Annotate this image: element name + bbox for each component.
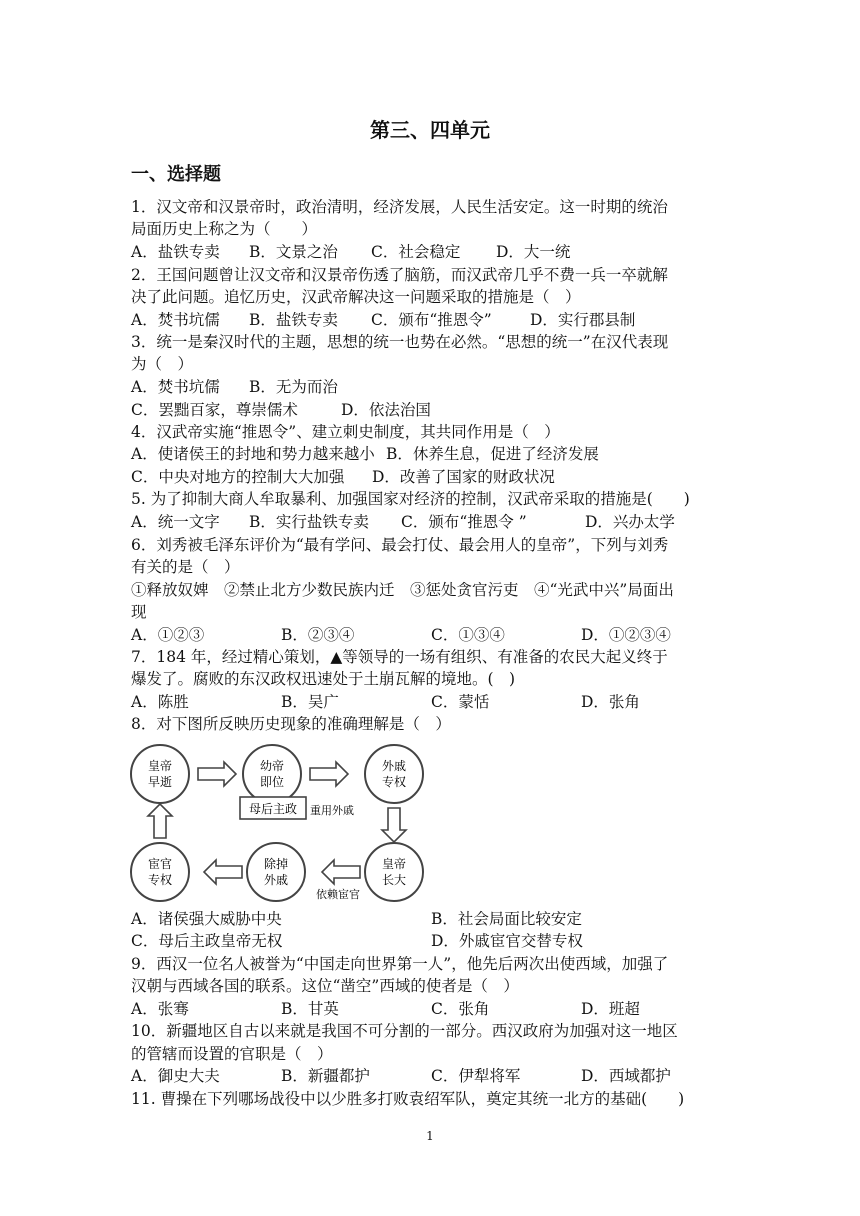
arrow-left-1 [322,860,360,884]
label-rely-on-eunuchs: 依赖宦官 [316,888,360,901]
page-number: 1 [426,1129,434,1143]
node-consort-power [365,745,423,803]
page-title: 第三、四单元 [370,118,490,142]
svg-text:外戚: 外戚 [263,873,289,887]
q5-option-c: C．颁布“推恩令 ” [401,513,527,531]
svg-text:早逝: 早逝 [147,775,173,789]
q6-option-d: D．①②③④ [581,626,671,644]
q4-option-d: D．改善了国家的财政状况 [372,468,555,486]
q10-stem-line2: 的管辖而设置的官职是（ ） [131,1045,333,1063]
q8-option-a: A．诸侯强大威胁中央 [131,910,282,928]
node-eunuch-power [131,843,189,901]
q5-stem-line1: 5. 为了抑制大商人牟取暴利、加强国家对经济的控制，汉武帝采取的措施是( ) [131,490,690,508]
q3-option-b: B．无为而治 [249,378,338,396]
q1-option-a: A．盐铁专卖 [131,243,220,261]
section-heading: 一、选择题 [131,164,221,185]
q5-option-a: A．统一文字 [131,513,220,531]
q7-option-b: B．吴广 [281,693,339,711]
node-young-emperor [243,745,301,803]
q4-option-c: C．中央对地方的控制大大加强 [131,468,345,486]
q7-stem-line2: 爆发了。腐败的东汉政权迅速处于土崩瓦解的境地。( ) [131,670,516,688]
q11-stem-line1: 11. 曹操在下列哪场战役中以少胜多打败袁绍军队，奠定其统一北方的基础( ) [131,1090,685,1108]
q3-option-c: C．罢黜百家，尊崇儒术 [131,401,298,419]
q9-option-a: A．张骞 [131,1000,189,1018]
history-cycle-diagram [124,738,444,904]
q2-stem-line2: 决了此问题。追忆历史，汉武帝解决这一问题采取的措施是（ ） [131,288,581,306]
svg-text:即位: 即位 [259,775,285,789]
q1-stem-line1: 1．汉文帝和汉景帝时，政治清明，经济发展，人民生活安定。这一时期的统治 [131,198,668,216]
q7-option-d: D．张角 [581,693,640,711]
svg-text:皇帝: 皇帝 [147,759,173,773]
q2-option-c: C．颁布“推恩令” [371,311,492,329]
q2-stem-line1: 2．王国问题曾让汉文帝和汉景帝伤透了脑筋，而汉武帝几乎不费一兵一卒就解 [131,266,668,284]
q4-option-a: A．使诸侯王的封地和势力越来越小 [131,445,375,463]
q9-stem-line1: 9．西汉一位名人被誉为“中国走向世界第一人”，他先后两次出使西域，加强了 [131,955,669,973]
arrow-left-2 [204,860,242,884]
svg-text:宦官: 宦官 [147,857,173,871]
arrow-down [382,808,406,842]
svg-text:外戚: 外戚 [381,759,407,773]
q3-stem-line1: 3．统一是秦汉时代的主题，思想的统一也势在必然。“思想的统一”在汉代表现 [131,333,669,351]
q10-option-b: B．新疆都护 [281,1067,370,1085]
q2-option-b: B．盐铁专卖 [249,311,338,329]
q1-stem-line2: 局面历史上称之为（ ） [131,220,318,238]
box-empress-dowager [240,797,306,819]
node-emperor-dies-early [131,745,189,803]
q2-option-d: D．实行郡县制 [530,311,636,329]
q1-option-b: B．文景之治 [249,243,338,261]
q8-stem-line1: 8．对下图所反映历史现象的准确理解是（ ） [131,715,451,733]
q9-option-d: D．班超 [581,1000,640,1018]
q4-stem-line1: 4．汉武帝实施“推恩令”、建立刺史制度，其共同作用是（ ） [131,423,560,441]
q6-option-a: A．①②③ [131,626,205,644]
q3-stem-line2: 为（ ） [131,355,194,373]
q1-option-c: C．社会稳定 [371,243,461,261]
q6-stem-line4: 现 [131,603,147,621]
q10-option-c: C．伊犁将军 [431,1067,521,1085]
q9-stem-line2: 汉朝与西域各国的联系。这位“凿空”西域的使者是（ ） [131,977,519,995]
q5-option-d: D．兴办太学 [585,513,675,531]
svg-text:除掉: 除掉 [263,857,289,871]
q7-option-a: A．陈胜 [131,693,189,711]
svg-text:专权: 专权 [381,775,407,789]
q6-option-c: C．①③④ [431,626,505,644]
svg-text:皇帝: 皇帝 [381,857,407,871]
q8-option-b: B．社会局面比较安定 [431,910,582,928]
q10-option-d: D．西域都护 [581,1067,671,1085]
q6-stem-line1: 6．刘秀被毛泽东评价为“最有学问、最会打仗、最会用人的皇帝”，下列与刘秀 [131,536,669,554]
q6-stem-line2: 有关的是（ ） [131,558,240,576]
label-rely-on-consorts: 重用外戚 [310,804,354,817]
q9-option-c: C．张角 [431,1000,490,1018]
q7-option-c: C．蒙恬 [431,693,490,711]
q4-option-b: B．休养生息，促进了经济发展 [386,445,599,463]
q7-stem-line1: 7．184 年，经过精心策划，▲等领导的一场有组织、有准备的农民大起义终于 [131,648,668,666]
arrow-up [148,804,172,838]
q3-option-d: D．依法治国 [341,401,431,419]
node-remove-consorts [247,843,305,901]
svg-text:长大: 长大 [381,873,407,887]
q9-option-b: B．甘英 [281,1000,339,1018]
q6-stem-line3: ①释放奴婢 ②禁止北方少数民族内迁 ③惩处贪官污吏 ④“光武中兴”局面出 [131,581,674,599]
q5-option-b: B．实行盐铁专卖 [249,513,369,531]
q6-option-b: B．②③④ [281,626,355,644]
svg-text:专权: 专权 [147,873,173,887]
q10-stem-line1: 10．新疆地区自古以来就是我国不可分割的一部分。西汉政府为加强对这一地区 [131,1022,678,1040]
q2-option-a: A．焚书坑儒 [131,311,220,329]
q8-option-c: C．母后主政皇帝无权 [131,932,283,950]
arrow-right-2 [310,762,348,786]
q3-option-a: A．焚书坑儒 [131,378,220,396]
svg-text:幼帝: 幼帝 [259,759,285,773]
q8-option-d: D．外戚宦官交替专权 [431,932,583,950]
q1-option-d: D．大一统 [496,243,571,261]
svg-text:母后主政: 母后主政 [248,802,298,816]
arrow-right-1 [198,762,236,786]
q10-option-a: A．御史大夫 [131,1067,220,1085]
node-emperor-grows-up [365,843,423,901]
